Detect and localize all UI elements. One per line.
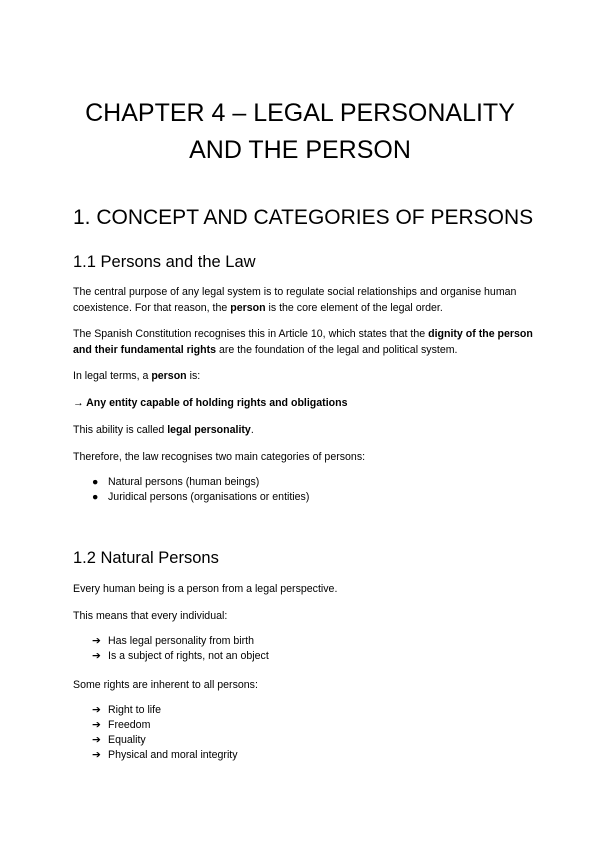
list-item: ➔ Equality [92, 734, 146, 746]
list-item: ➔ Physical and moral integrity [92, 749, 238, 761]
paragraph-purpose: The central purpose of any legal system is to regulate social relationships and organise human coexistence. For that reason, the person is the core element of the legal order. [73, 286, 517, 314]
paragraph-categories: Therefore, the law recognises two main categories of persons: [73, 451, 366, 463]
individual-list [92, 634, 269, 664]
categories-list [92, 475, 309, 505]
paragraph-human-being: Every human being is a person from a legal perspective. [73, 583, 338, 595]
list-item: ● Natural persons (human beings) [92, 476, 260, 488]
arrow-icon: ➔ [92, 734, 101, 746]
subsection-heading-1-2: 1.2 Natural Persons [73, 549, 219, 567]
list-item: ➔ Right to life [92, 704, 161, 716]
arrow-icon: ➔ [92, 719, 101, 731]
paragraph-inherent-rights: Some rights are inherent to all persons: [73, 679, 258, 691]
paragraph-legal-terms: In legal terms, a person is: [73, 370, 201, 382]
arrow-icon: ➔ [92, 635, 101, 647]
rights-list [92, 703, 238, 763]
list-item: ➔ Has legal personality from birth [92, 635, 255, 647]
chapter-title-line-2: AND THE PERSON [189, 136, 411, 164]
list-item: ➔ Freedom [92, 719, 151, 731]
paragraph-individual: This means that every individual: [73, 610, 228, 622]
arrow-icon: ➔ [92, 650, 101, 662]
subsection-heading-1-1: 1.1 Persons and the Law [73, 253, 256, 271]
bullet-icon: ● [92, 491, 99, 503]
paragraph-constitution: The Spanish Constitution recognises this in Article 10, which states that the dignity of the person and their fundamental rights are the foundation of the legal and political system. [73, 328, 533, 356]
paragraph-definition: → Any entity capable of holding rights and obligations [73, 397, 348, 409]
bullet-icon: ● [92, 476, 99, 488]
arrow-icon: ➔ [92, 704, 101, 716]
chapter-title [40, 95, 560, 169]
list-item: ➔ Is a subject of rights, not an object [92, 650, 269, 662]
list-item: ● Juridical persons (organisations or entities) [92, 491, 310, 503]
chapter-title-line-1: CHAPTER 4 – LEGAL PERSONALITY [85, 99, 515, 127]
paragraph-legal-personality: This ability is called legal personality. [73, 424, 254, 436]
arrow-icon: ➔ [92, 749, 101, 761]
section-heading: 1. CONCEPT AND CATEGORIES OF PERSONS [73, 206, 534, 229]
